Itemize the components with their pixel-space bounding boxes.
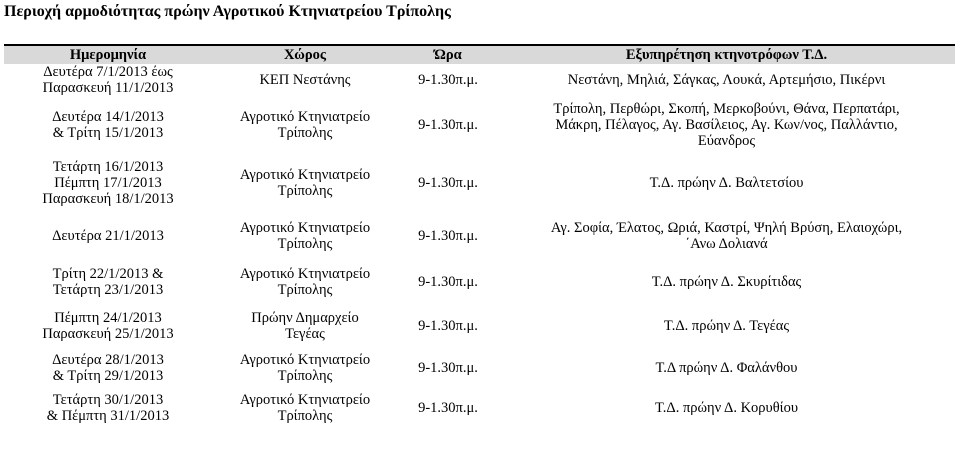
cell-time: 9-1.30π.μ.	[418, 117, 478, 133]
cell-place: ΚΕΠ Νεστάνης	[259, 72, 351, 88]
cell-date: Τρίτη 22/1/2013 & Τετάρτη 23/1/2013	[52, 266, 164, 298]
cell-place: Αγροτικό Κτηνιατρείο Τρίπολης	[239, 266, 371, 298]
cell-date: Δευτέρα 21/1/2013	[52, 228, 164, 244]
table-row	[4, 348, 955, 388]
cell-place: Αγροτικό Κτηνιατρείο Τρίπολης	[239, 109, 371, 141]
cell-date: Δευτέρα 7/1/2013 έως Παρασκευή 11/1/2013	[42, 64, 174, 96]
header-row	[4, 45, 955, 64]
cell-service: Τ.Δ. πρώην Δ. Σκυρίτιδας	[651, 274, 802, 290]
cell-place: Αγροτικό Κτηνιατρείο Τρίπολης	[239, 220, 371, 252]
cell-service: Αγ. Σοφία, Έλατος, Ωριά, Καστρί, Ψηλή Βρύση, Ελαιοχώρι, ΄Ανω Δολιανά	[550, 220, 903, 252]
header-time: Ώρα	[398, 45, 498, 64]
table-row	[4, 304, 955, 348]
table-row	[4, 64, 955, 96]
cell-service: Τ.Δ. πρώην Δ. Βαλτετσίου	[649, 175, 804, 191]
cell-date: Δευτέρα 28/1/2013 & Τρίτη 29/1/2013	[52, 352, 164, 384]
cell-time: 9-1.30π.μ.	[418, 360, 478, 376]
cell-service: Τ.Δ. πρώην Δ. Τεγέας	[663, 318, 790, 334]
cell-date: Πέμπτη 24/1/2013 Παρασκευή 25/1/2013	[42, 310, 174, 342]
header-date: Ημερομηνία	[4, 45, 212, 64]
cell-date: Δευτέρα 14/1/2013 & Τρίτη 15/1/2013	[52, 109, 164, 141]
cell-place: Αγροτικό Κτηνιατρείο Τρίπολης	[239, 352, 371, 384]
cell-time: 9-1.30π.μ.	[418, 318, 478, 334]
cell-time: 9-1.30π.μ.	[418, 274, 478, 290]
cell-service: Τ.Δ. πρώην Δ. Κορυθίου	[654, 400, 799, 416]
page-title: Περιοχή αρμοδιότητας πρώην Αγροτικού Κτηνιατρείου Τρίπολης	[4, 3, 451, 20]
cell-service: Τρίπολη, Περθώρι, Σκοπή, Μερκοβούνι, Θάνα, Περπατάρι, Μάκρη, Πέλαγος, Αγ. Βασίλειος, Αγ. Κων/νος, Παλλάντιο, Εύανδρος	[553, 101, 900, 149]
cell-time: 9-1.30π.μ.	[418, 400, 478, 416]
cell-date: Τετάρτη 16/1/2013 Πέμπτη 17/1/2013 Παρασκευή 18/1/2013	[42, 159, 174, 207]
table-row	[4, 96, 955, 154]
table-row	[4, 154, 955, 212]
table-row	[4, 260, 955, 304]
cell-place: Πρώην Δημαρχείο Τεγέας	[251, 310, 359, 342]
cell-service: Τ.Δ πρώην Δ. Φαλάνθου	[655, 360, 798, 376]
cell-time: 9-1.30π.μ.	[418, 175, 478, 191]
header-service: Εξυπηρέτηση κτηνοτρόφων Τ.Δ.	[498, 45, 955, 64]
schedule-table	[4, 44, 955, 428]
cell-place: Αγροτικό Κτηνιατρείο Τρίπολης	[239, 167, 371, 199]
cell-date: Τετάρτη 30/1/2013 & Πέμπτη 31/1/2013	[46, 392, 170, 424]
table-row	[4, 212, 955, 260]
header-place: Χώρος	[212, 45, 398, 64]
table-row	[4, 388, 955, 428]
cell-time: 9-1.30π.μ.	[418, 72, 478, 88]
cell-place: Αγροτικό Κτηνιατρείο Τρίπολης	[239, 392, 371, 424]
cell-time: 9-1.30π.μ.	[418, 228, 478, 244]
cell-service: Νεστάνη, Μηλιά, Σάγκας, Λουκά, Αρτεμήσιο, Πικέρνι	[567, 72, 886, 88]
